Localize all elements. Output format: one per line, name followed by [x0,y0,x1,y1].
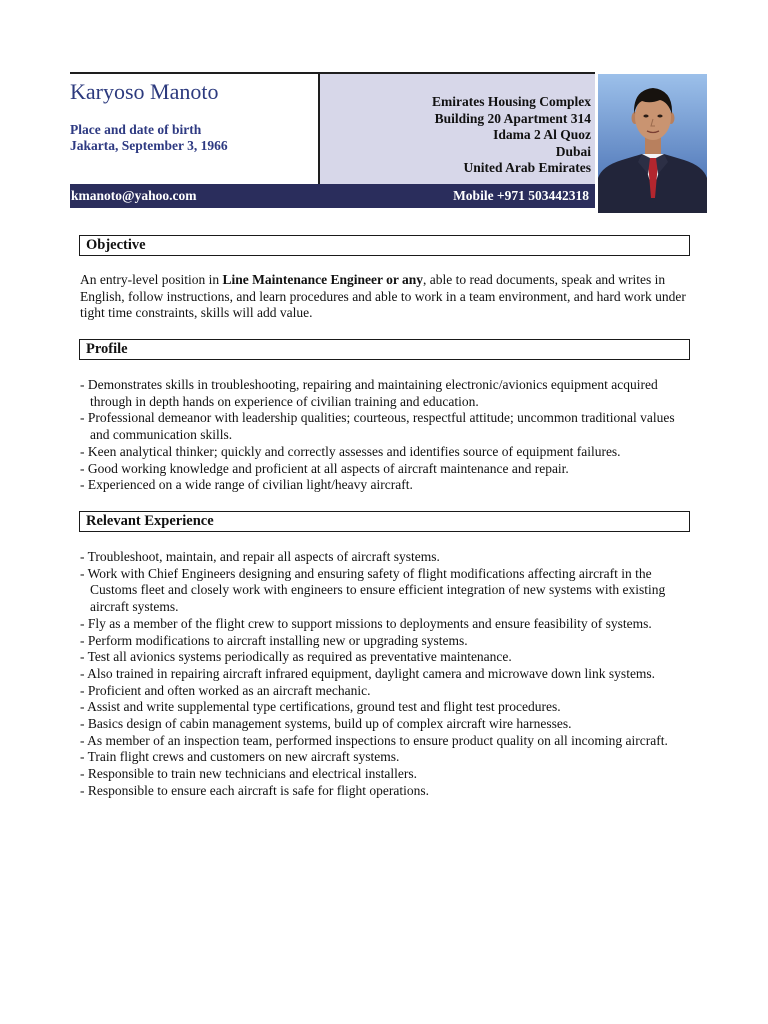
list-item: - Responsible to train new technicians and electrical installers. [80,766,418,782]
list-item: - Assist and write supplemental type certifications, ground test and flight test procedures. [80,699,561,715]
email-address: kmanoto@yahoo.com [71,188,197,203]
profile-photo [598,74,707,213]
list-item: - Test all avionics systems periodically as required as preventative maintenance. [80,649,512,665]
list-item: - Work with Chief Engineers designing and ensuring safety of flight modifications affecting aircraft in the Customs fleet and closely work with engineers to ensure efficient integration of new systems with existing aircraft systems. [80,565,666,615]
experience-heading: Relevant Experience [79,511,690,532]
profile-list [80,377,692,494]
list-item: - Train flight crews and customers on new aircraft systems. [80,749,400,765]
list-item: - Experienced on a wide range of civilian light/heavy aircraft. [80,477,413,493]
address-line: Emirates Housing Complex [431,94,591,109]
list-item: - Professional demeanor with leadership qualities; courteous, respectful attitude; uncommon traditional values and communication skills. [80,410,675,443]
experience-list [80,549,692,800]
list-item: - Also trained in repairing aircraft infrared equipment, daylight camera and microwave down link systems. [80,665,656,681]
birth-label: Place and date of birth [70,122,202,137]
objective-text [80,272,692,322]
address-line: Dubai [555,143,591,159]
objective-text-end: , able to read documents, speak and writes in English, follow instructions, and learn procedures and able to work in a team environment, and hard work under tight time constraints, skills will add value. [80,272,686,321]
list-item: - Fly as a member of the flight crew to support missions to deployments and ensure feasibility of systems. [80,615,652,631]
birth-value: Jakarta, September 3, 1966 [70,138,228,153]
list-item: - Demonstrates skills in troubleshooting, repairing and maintaining electronic/avionics equipment acquired through in depth hands on experience of civilian training and education. [80,377,658,409]
list-item: - Responsible to ensure each aircraft is safe for flight operations. [80,782,430,798]
contact-bar [70,184,595,208]
list-item: - Basics design of cabin management systems, build up of complex aircraft wire harnesses. [80,716,572,732]
list-item: - Proficient and often worked as an aircraft mechanic. [80,682,371,698]
address-box [320,74,595,184]
mobile-number: Mobile +971 503442318 [453,188,589,203]
objective-text-start: An entry-level position in [80,272,223,287]
list-item: - Keen analytical thinker; quickly and correctly assesses and identifies source of equipment failures. [80,443,621,459]
profile-heading: Profile [79,339,690,360]
list-item: - As member of an inspection team, performed inspections to ensure product quality on all incoming aircraft. [80,732,668,748]
address-lines [432,94,591,177]
list-item: - Perform modifications to aircraft installing new or upgrading systems. [80,632,468,648]
list-item: - Good working knowledge and proficient at all aspects of aircraft maintenance and repair. [80,460,569,476]
list-item: - Troubleshoot, maintain, and repair all aspects of aircraft systems. [80,549,440,564]
address-line: Idama 2 Al Quoz [493,127,591,143]
objective-text-bold: Line Maintenance Engineer or any [222,272,423,287]
objective-heading: Objective [79,235,690,256]
candidate-name: Karyoso Manoto [70,79,219,104]
address-line: Building 20 Apartment 314 [434,110,591,126]
address-line: United Arab Emirates [463,160,591,176]
